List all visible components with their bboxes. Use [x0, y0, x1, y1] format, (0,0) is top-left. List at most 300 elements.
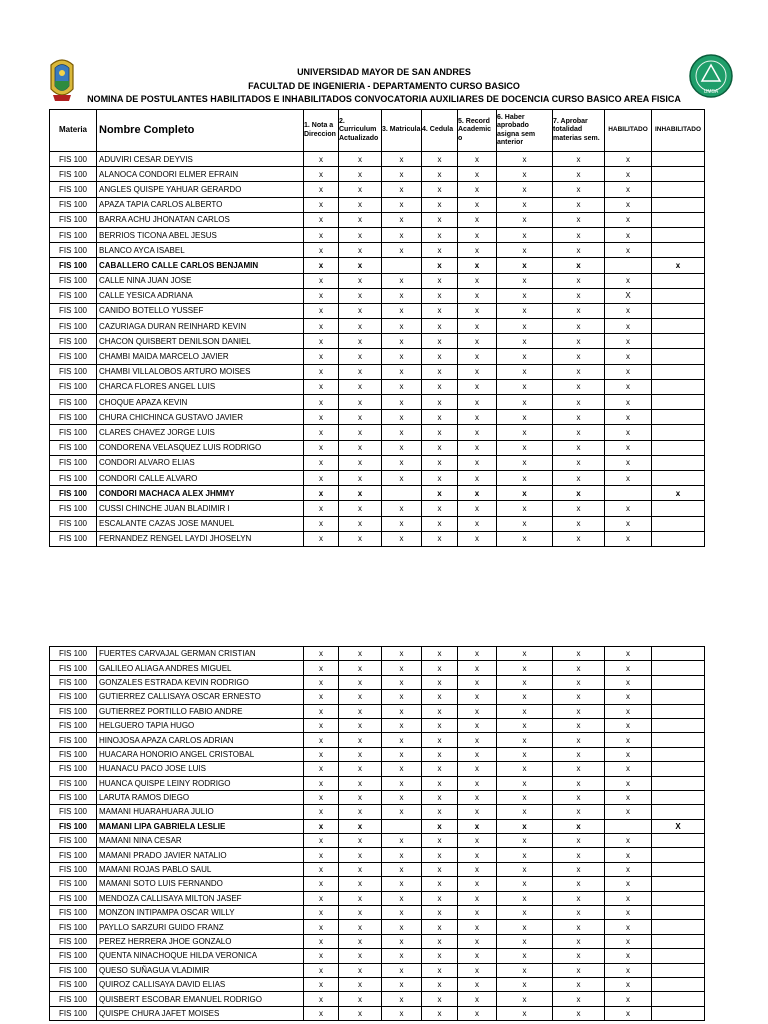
name-cell: MAMANI ROJAS PABLO SAUL: [97, 862, 304, 876]
record-cell: x: [458, 718, 497, 732]
record-cell: x: [458, 258, 497, 273]
col-cedula: 4. Cedula: [422, 110, 458, 152]
habilitado-cell: x: [605, 834, 652, 848]
curriculum-cell: x: [339, 395, 382, 410]
curriculum-cell: x: [339, 334, 382, 349]
totalidad-cell: x: [553, 949, 605, 963]
materia-cell: FIS 100: [50, 197, 97, 212]
materia-cell: FIS 100: [50, 319, 97, 334]
curriculum-cell: x: [339, 501, 382, 516]
totalidad-cell: x: [553, 197, 605, 212]
aprobado-cell: x: [497, 661, 553, 675]
curriculum-cell: x: [339, 410, 382, 425]
record-cell: x: [458, 182, 497, 197]
record-cell: x: [458, 501, 497, 516]
habilitado-cell: x: [605, 747, 652, 761]
name-cell: HUACARA HONORIO ANGEL CRISTOBAL: [97, 747, 304, 761]
matricula-cell: x: [382, 152, 422, 167]
inhabilitado-cell: [652, 733, 705, 747]
nota-cell: x: [304, 455, 339, 470]
aprobado-cell: x: [497, 718, 553, 732]
nota-cell: x: [304, 258, 339, 273]
nota-cell: x: [304, 288, 339, 303]
totalidad-cell: x: [553, 647, 605, 661]
table-row: [50, 425, 705, 440]
cedula-cell: x: [422, 661, 458, 675]
nota-cell: x: [304, 440, 339, 455]
cedula-cell: x: [422, 906, 458, 920]
materia-cell: FIS 100: [50, 1006, 97, 1020]
matricula-cell: x: [382, 776, 422, 790]
totalidad-cell: x: [553, 152, 605, 167]
record-cell: x: [458, 364, 497, 379]
curriculum-cell: x: [339, 949, 382, 963]
inhabilitado-cell: [652, 934, 705, 948]
record-cell: x: [458, 877, 497, 891]
materia-cell: FIS 100: [50, 167, 97, 182]
materia-cell: FIS 100: [50, 992, 97, 1006]
table-row: [50, 470, 705, 485]
nota-cell: x: [304, 776, 339, 790]
habilitado-cell: [605, 819, 652, 833]
totalidad-cell: x: [553, 891, 605, 905]
aprobado-cell: x: [497, 906, 553, 920]
curriculum-cell: x: [339, 152, 382, 167]
nota-cell: x: [304, 877, 339, 891]
habilitado-cell: x: [605, 501, 652, 516]
totalidad-cell: x: [553, 834, 605, 848]
name-cell: GUTIERREZ CALLISAYA OSCAR ERNESTO: [97, 690, 304, 704]
curriculum-cell: x: [339, 425, 382, 440]
totalidad-cell: x: [553, 963, 605, 977]
name-cell: QUISBERT ESCOBAR EMANUEL RODRIGO: [97, 992, 304, 1006]
table-row: [50, 395, 705, 410]
record-cell: x: [458, 1006, 497, 1020]
table-row: [50, 977, 705, 991]
inhabilitado-cell: [652, 243, 705, 258]
curriculum-cell: x: [339, 762, 382, 776]
aprobado-cell: x: [497, 891, 553, 905]
aprobado-cell: x: [497, 934, 553, 948]
header-university: UNIVERSIDAD MAYOR DE SAN ANDRES: [297, 67, 471, 77]
cedula-cell: x: [422, 197, 458, 212]
curriculum-cell: x: [339, 992, 382, 1006]
nota-cell: x: [304, 920, 339, 934]
inhabilitado-cell: x: [652, 486, 705, 501]
habilitado-cell: x: [605, 661, 652, 675]
matricula-cell: x: [382, 977, 422, 991]
aprobado-cell: x: [497, 258, 553, 273]
col-nota: 1. Nota a Direccion: [304, 110, 339, 152]
totalidad-cell: x: [553, 977, 605, 991]
matricula-cell: x: [382, 288, 422, 303]
inhabilitado-cell: [652, 288, 705, 303]
curriculum-cell: x: [339, 227, 382, 242]
record-cell: x: [458, 661, 497, 675]
record-cell: x: [458, 425, 497, 440]
totalidad-cell: x: [553, 501, 605, 516]
nota-cell: x: [304, 212, 339, 227]
habilitado-cell: x: [605, 906, 652, 920]
totalidad-cell: x: [553, 470, 605, 485]
totalidad-cell: x: [553, 733, 605, 747]
matricula-cell: x: [382, 319, 422, 334]
totalidad-cell: x: [553, 762, 605, 776]
totalidad-cell: x: [553, 675, 605, 689]
table-row: [50, 243, 705, 258]
materia-cell: FIS 100: [50, 379, 97, 394]
totalidad-cell: x: [553, 805, 605, 819]
inhabilitado-cell: [652, 273, 705, 288]
aprobado-cell: x: [497, 455, 553, 470]
record-cell: x: [458, 303, 497, 318]
matricula-cell: x: [382, 516, 422, 531]
materia-cell: FIS 100: [50, 747, 97, 761]
inhabilitado-cell: [652, 334, 705, 349]
name-cell: CONDORENA VELASQUEZ LUIS RODRIGO: [97, 440, 304, 455]
table-row: [50, 1006, 705, 1020]
name-cell: CHAMBI MAIDA MARCELO JAVIER: [97, 349, 304, 364]
cedula-cell: x: [422, 819, 458, 833]
materia-cell: FIS 100: [50, 258, 97, 273]
aprobado-cell: x: [497, 531, 553, 546]
aprobado-cell: x: [497, 395, 553, 410]
materia-cell: FIS 100: [50, 834, 97, 848]
materia-cell: FIS 100: [50, 776, 97, 790]
cedula-cell: x: [422, 834, 458, 848]
nota-cell: x: [304, 395, 339, 410]
cedula-cell: x: [422, 319, 458, 334]
inhabilitado-cell: [652, 227, 705, 242]
record-cell: x: [458, 470, 497, 485]
materia-cell: FIS 100: [50, 790, 97, 804]
totalidad-cell: x: [553, 661, 605, 675]
inhabilitado-cell: [652, 977, 705, 991]
materia-cell: FIS 100: [50, 303, 97, 318]
inhabilitado-cell: [652, 319, 705, 334]
aprobado-cell: x: [497, 790, 553, 804]
record-cell: x: [458, 790, 497, 804]
table-row: [50, 704, 705, 718]
nota-cell: x: [304, 425, 339, 440]
record-cell: x: [458, 334, 497, 349]
cedula-cell: x: [422, 963, 458, 977]
totalidad-cell: x: [553, 410, 605, 425]
materia-cell: FIS 100: [50, 891, 97, 905]
materia-cell: FIS 100: [50, 877, 97, 891]
aprobado-cell: x: [497, 977, 553, 991]
record-cell: x: [458, 440, 497, 455]
table-row: [50, 501, 705, 516]
habilitado-cell: x: [605, 197, 652, 212]
aprobado-cell: x: [497, 349, 553, 364]
totalidad-cell: x: [553, 690, 605, 704]
curriculum-cell: x: [339, 805, 382, 819]
aprobado-cell: x: [497, 747, 553, 761]
table-row: [50, 819, 705, 833]
habilitado-cell: x: [605, 243, 652, 258]
totalidad-cell: x: [553, 349, 605, 364]
table-row: [50, 848, 705, 862]
record-cell: x: [458, 395, 497, 410]
habilitado-cell: x: [605, 440, 652, 455]
nota-cell: x: [304, 364, 339, 379]
record-cell: x: [458, 891, 497, 905]
matricula-cell: [382, 258, 422, 273]
habilitado-cell: x: [605, 762, 652, 776]
record-cell: x: [458, 243, 497, 258]
habilitado-cell: x: [605, 410, 652, 425]
habilitado-cell: x: [605, 425, 652, 440]
curriculum-cell: x: [339, 197, 382, 212]
nota-cell: x: [304, 182, 339, 197]
nota-cell: x: [304, 704, 339, 718]
matricula-cell: x: [382, 273, 422, 288]
table-row: [50, 258, 705, 273]
habilitado-cell: x: [605, 647, 652, 661]
aprobado-cell: x: [497, 501, 553, 516]
habilitado-cell: x: [605, 349, 652, 364]
table-row: [50, 379, 705, 394]
inhabilitado-cell: [652, 455, 705, 470]
table-row: [50, 661, 705, 675]
table-row: [50, 182, 705, 197]
table-row: [50, 906, 705, 920]
aprobado-cell: x: [497, 486, 553, 501]
cedula-cell: x: [422, 1006, 458, 1020]
habilitado-cell: x: [605, 690, 652, 704]
cedula-cell: x: [422, 273, 458, 288]
aprobado-cell: x: [497, 410, 553, 425]
aprobado-cell: x: [497, 212, 553, 227]
inhabilitado-cell: [652, 805, 705, 819]
habilitado-cell: x: [605, 848, 652, 862]
table-row: [50, 690, 705, 704]
name-cell: CUSSI CHINCHE JUAN BLADIMIR I: [97, 501, 304, 516]
totalidad-cell: x: [553, 877, 605, 891]
aprobado-cell: x: [497, 704, 553, 718]
name-cell: MAMANI PRADO JAVIER NATALIO: [97, 848, 304, 862]
name-cell: PEREZ HERRERA JHOE GONZALO: [97, 934, 304, 948]
materia-cell: FIS 100: [50, 963, 97, 977]
inhabilitado-cell: [652, 747, 705, 761]
name-cell: CALLE NINA JUAN JOSE: [97, 273, 304, 288]
cedula-cell: x: [422, 334, 458, 349]
matricula-cell: x: [382, 805, 422, 819]
inhabilitado-cell: [652, 470, 705, 485]
cedula-cell: x: [422, 425, 458, 440]
cedula-cell: x: [422, 934, 458, 948]
aprobado-cell: x: [497, 733, 553, 747]
header-faculty: FACULTAD DE INGENIERIA - DEPARTAMENTO CURSO BASICO: [248, 80, 520, 91]
nota-cell: x: [304, 152, 339, 167]
cedula-cell: x: [422, 675, 458, 689]
totalidad-cell: x: [553, 379, 605, 394]
col-habilitado: HABILITADO: [605, 110, 652, 152]
materia-cell: FIS 100: [50, 501, 97, 516]
table-row: [50, 273, 705, 288]
matricula-cell: x: [382, 197, 422, 212]
aprobado-cell: x: [497, 776, 553, 790]
name-cell: BLANCO AYCA ISABEL: [97, 243, 304, 258]
aprobado-cell: x: [497, 379, 553, 394]
inhabilitado-cell: [652, 395, 705, 410]
matricula-cell: x: [382, 992, 422, 1006]
curriculum-cell: x: [339, 455, 382, 470]
matricula-cell: x: [382, 891, 422, 905]
matricula-cell: x: [382, 704, 422, 718]
nota-cell: x: [304, 379, 339, 394]
name-cell: CHACON QUISBERT DENILSON DANIEL: [97, 334, 304, 349]
cedula-cell: x: [422, 288, 458, 303]
nota-cell: x: [304, 762, 339, 776]
table-row: [50, 410, 705, 425]
col-aprobado: 6. Haber aprobado asigna sem anterior: [497, 110, 553, 152]
habilitado-cell: x: [605, 977, 652, 991]
cedula-cell: x: [422, 704, 458, 718]
table-row: [50, 197, 705, 212]
table-row: [50, 776, 705, 790]
curriculum-cell: x: [339, 531, 382, 546]
materia-cell: FIS 100: [50, 349, 97, 364]
cedula-cell: x: [422, 258, 458, 273]
materia-cell: FIS 100: [50, 395, 97, 410]
nota-cell: x: [304, 949, 339, 963]
aprobado-cell: x: [497, 992, 553, 1006]
name-cell: CHAMBI VILLALOBOS ARTURO MOISES: [97, 364, 304, 379]
cedula-cell: x: [422, 455, 458, 470]
name-cell: HUANACU PACO JOSE LUIS: [97, 762, 304, 776]
matricula-cell: x: [382, 690, 422, 704]
matricula-cell: x: [382, 470, 422, 485]
nota-cell: x: [304, 486, 339, 501]
table-row: [50, 934, 705, 948]
totalidad-cell: x: [553, 455, 605, 470]
name-cell: CABALLERO CALLE CARLOS BENJAMIN: [97, 258, 304, 273]
curriculum-cell: x: [339, 273, 382, 288]
name-cell: HELGUERO TAPIA HUGO: [97, 718, 304, 732]
inhabilitado-cell: [652, 877, 705, 891]
record-cell: x: [458, 977, 497, 991]
totalidad-cell: x: [553, 364, 605, 379]
curriculum-cell: x: [339, 243, 382, 258]
habilitado-cell: x: [605, 790, 652, 804]
aprobado-cell: x: [497, 470, 553, 485]
habilitado-cell: x: [605, 934, 652, 948]
name-cell: MAMANI NINA CESAR: [97, 834, 304, 848]
inhabilitado-cell: [652, 303, 705, 318]
cedula-cell: x: [422, 152, 458, 167]
nota-cell: x: [304, 410, 339, 425]
aprobado-cell: x: [497, 877, 553, 891]
aprobado-cell: x: [497, 963, 553, 977]
habilitado-cell: x: [605, 516, 652, 531]
curriculum-cell: x: [339, 834, 382, 848]
curriculum-cell: x: [339, 470, 382, 485]
aprobado-cell: x: [497, 1006, 553, 1020]
table-row: [50, 227, 705, 242]
matricula-cell: x: [382, 379, 422, 394]
nota-cell: x: [304, 303, 339, 318]
aprobado-cell: x: [497, 334, 553, 349]
record-cell: x: [458, 920, 497, 934]
habilitado-cell: x: [605, 167, 652, 182]
name-cell: HUANCA QUISPE LEINY RODRIGO: [97, 776, 304, 790]
table-row: [50, 364, 705, 379]
cedula-cell: x: [422, 690, 458, 704]
name-cell: HINOJOSA APAZA CARLOS ADRIAN: [97, 733, 304, 747]
table-row: [50, 675, 705, 689]
cedula-cell: x: [422, 531, 458, 546]
curriculum-cell: x: [339, 733, 382, 747]
record-cell: x: [458, 227, 497, 242]
totalidad-cell: x: [553, 182, 605, 197]
matricula-cell: x: [382, 364, 422, 379]
aprobado-cell: x: [497, 848, 553, 862]
name-cell: CONDORI ALVARO ELIAS: [97, 455, 304, 470]
col-nombre: Nombre Completo: [97, 110, 304, 152]
curriculum-cell: x: [339, 486, 382, 501]
curriculum-cell: x: [339, 877, 382, 891]
cedula-cell: x: [422, 440, 458, 455]
inhabilitado-cell: [652, 690, 705, 704]
matricula-cell: x: [382, 934, 422, 948]
table-row: [50, 920, 705, 934]
materia-cell: FIS 100: [50, 690, 97, 704]
aprobado-cell: x: [497, 273, 553, 288]
curriculum-cell: x: [339, 258, 382, 273]
inhabilitado-cell: [652, 906, 705, 920]
habilitado-cell: x: [605, 227, 652, 242]
habilitado-cell: x: [605, 718, 652, 732]
col-curriculum: 2. Curriculum Actualizado: [339, 110, 382, 152]
aprobado-cell: x: [497, 227, 553, 242]
matricula-cell: x: [382, 182, 422, 197]
name-cell: CANIDO BOTELLO YUSSEF: [97, 303, 304, 318]
name-cell: QUENTA NINACHOQUE HILDA VERONICA: [97, 949, 304, 963]
record-cell: x: [458, 805, 497, 819]
habilitado-cell: [605, 486, 652, 501]
inhabilitado-cell: [652, 675, 705, 689]
nota-cell: x: [304, 834, 339, 848]
totalidad-cell: x: [553, 934, 605, 948]
aprobado-cell: x: [497, 690, 553, 704]
matricula-cell: x: [382, 501, 422, 516]
totalidad-cell: x: [553, 167, 605, 182]
cedula-cell: x: [422, 227, 458, 242]
col-totalidad: 7. Aprobar totalidad materias sem.: [553, 110, 605, 152]
nota-cell: x: [304, 501, 339, 516]
emblem-text: UMSA: [703, 89, 719, 95]
nota-cell: x: [304, 963, 339, 977]
materia-cell: FIS 100: [50, 273, 97, 288]
cedula-cell: x: [422, 877, 458, 891]
curriculum-cell: x: [339, 349, 382, 364]
matricula-cell: x: [382, 1006, 422, 1020]
matricula-cell: x: [382, 877, 422, 891]
table-row: [50, 349, 705, 364]
matricula-cell: x: [382, 167, 422, 182]
inhabilitado-cell: [652, 963, 705, 977]
materia-cell: FIS 100: [50, 425, 97, 440]
matricula-cell: x: [382, 762, 422, 776]
cedula-cell: x: [422, 364, 458, 379]
cedula-cell: x: [422, 718, 458, 732]
record-cell: x: [458, 197, 497, 212]
nota-cell: x: [304, 891, 339, 905]
curriculum-cell: x: [339, 364, 382, 379]
totalidad-cell: x: [553, 227, 605, 242]
